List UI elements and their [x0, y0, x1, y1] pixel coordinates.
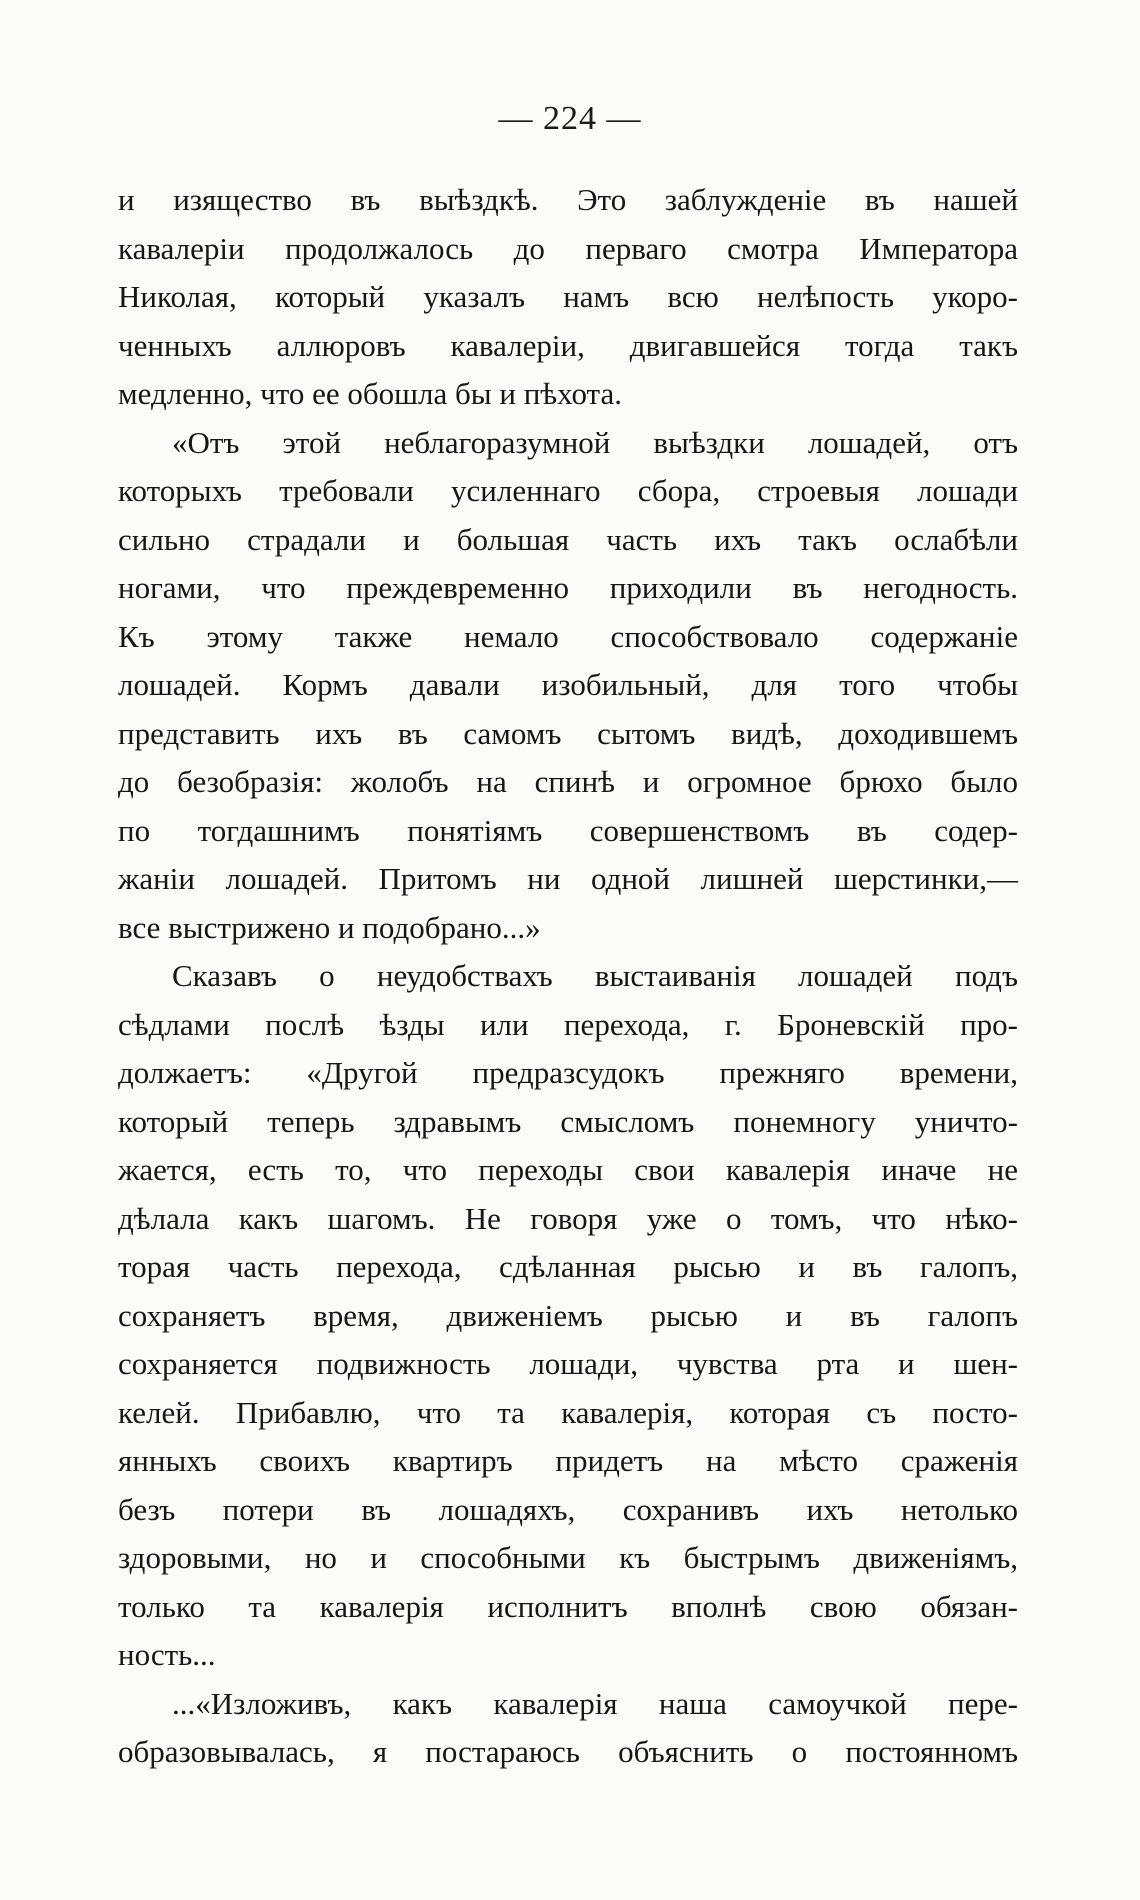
text-line: жается, есть то, что переходы свои кавалерія иначе не	[118, 1152, 1018, 1187]
text-line: медленно, что ее обошла бы и пѣхота.	[118, 376, 622, 411]
text-line: представить ихъ въ самомъ сытомъ видѣ, доходившемъ	[118, 715, 1018, 751]
text-line: торая часть перехода, сдѣланная рысью и въ галопъ,	[118, 1249, 1018, 1284]
text-line: янныхъ своихъ квартиръ придетъ на мѣсто сраженія	[118, 1443, 1018, 1478]
text-line: сѣдлами послѣ ѣзды или перехода, г. Броневскій про-	[118, 1006, 1018, 1042]
text-line: до безобразія: жолобъ на спинѣ и огромное брюхо было	[118, 764, 1018, 799]
text-line: который теперь здравымъ смысломъ понемногу уничто-	[118, 1103, 1018, 1139]
paragraph	[118, 176, 1018, 419]
text-line: которыхъ требовали усиленнаго сбора, строевыя лошади	[118, 473, 1018, 508]
text-line: Сказавъ о неудобствахъ выстаиванія лошадей подъ	[172, 958, 1018, 993]
text-line: сохраняется подвижность лошади, чувства рта и шен-	[118, 1346, 1018, 1381]
paragraph	[118, 419, 1018, 953]
text-line: лошадей. Кормъ давали изобильный, для того чтобы	[118, 667, 1018, 702]
text-line: кавалеріи продолжалось до перваго смотра Императора	[118, 230, 1018, 266]
text-line: и изящество въ выѣздкѣ. Это заблужденіе въ нашей	[118, 182, 1018, 217]
text-line: ность...	[118, 1637, 216, 1672]
text-line: дѣлала какъ шагомъ. Не говоря уже о томъ, что нѣко-	[118, 1200, 1018, 1236]
text-line: Николая, который указалъ намъ всю нелѣпость укоро-	[118, 279, 1018, 314]
text-line: здоровыми, но и способными къ быстрымъ движеніямъ,	[118, 1540, 1018, 1575]
text-line: все выстрижено и подобрано...»	[118, 909, 541, 945]
text-line: по тогдашнимъ понятіямъ совершенствомъ въ содер-	[118, 812, 1018, 848]
text-line: «Отъ этой неблагоразумной выѣздки лошадей, отъ	[172, 424, 1018, 460]
text-line: сохраняетъ время, движеніемъ рысью и въ галопъ	[118, 1297, 1018, 1333]
text-line: ченныхъ аллюровъ кавалеріи, двигавшейся тогда такъ	[118, 327, 1018, 363]
paragraph	[118, 952, 1018, 1680]
page-number: — 224 —	[498, 100, 642, 137]
text-line: сильно страдали и большая часть ихъ такъ ослабѣли	[118, 521, 1018, 557]
text-line: Къ этому также немало способствовало содержаніе	[118, 618, 1018, 654]
text-line: ногами, что преждевременно приходили въ негодность.	[118, 570, 1018, 605]
text-line: жаніи лошадей. Притомъ ни одной лишней шерстинки,—	[118, 861, 1018, 896]
text-line: образовывалась, я постараюсь объяснить о постоянномъ	[118, 1734, 1018, 1769]
text-line: ...«Изложивъ, какъ кавалерія наша самоучкой пере-	[172, 1685, 1018, 1721]
text-line: должаетъ: «Другой предразсудокъ прежняго времени,	[118, 1055, 1018, 1090]
paragraph	[118, 1680, 1018, 1777]
body-text	[118, 176, 1018, 1777]
text-line: келей. Прибавлю, что та кавалерія, которая съ посто-	[118, 1394, 1018, 1430]
text-line: только та кавалерія исполнитъ вполнѣ свою обязан-	[118, 1588, 1018, 1624]
text-line: безъ потери въ лошадяхъ, сохранивъ ихъ нетолько	[118, 1491, 1018, 1527]
